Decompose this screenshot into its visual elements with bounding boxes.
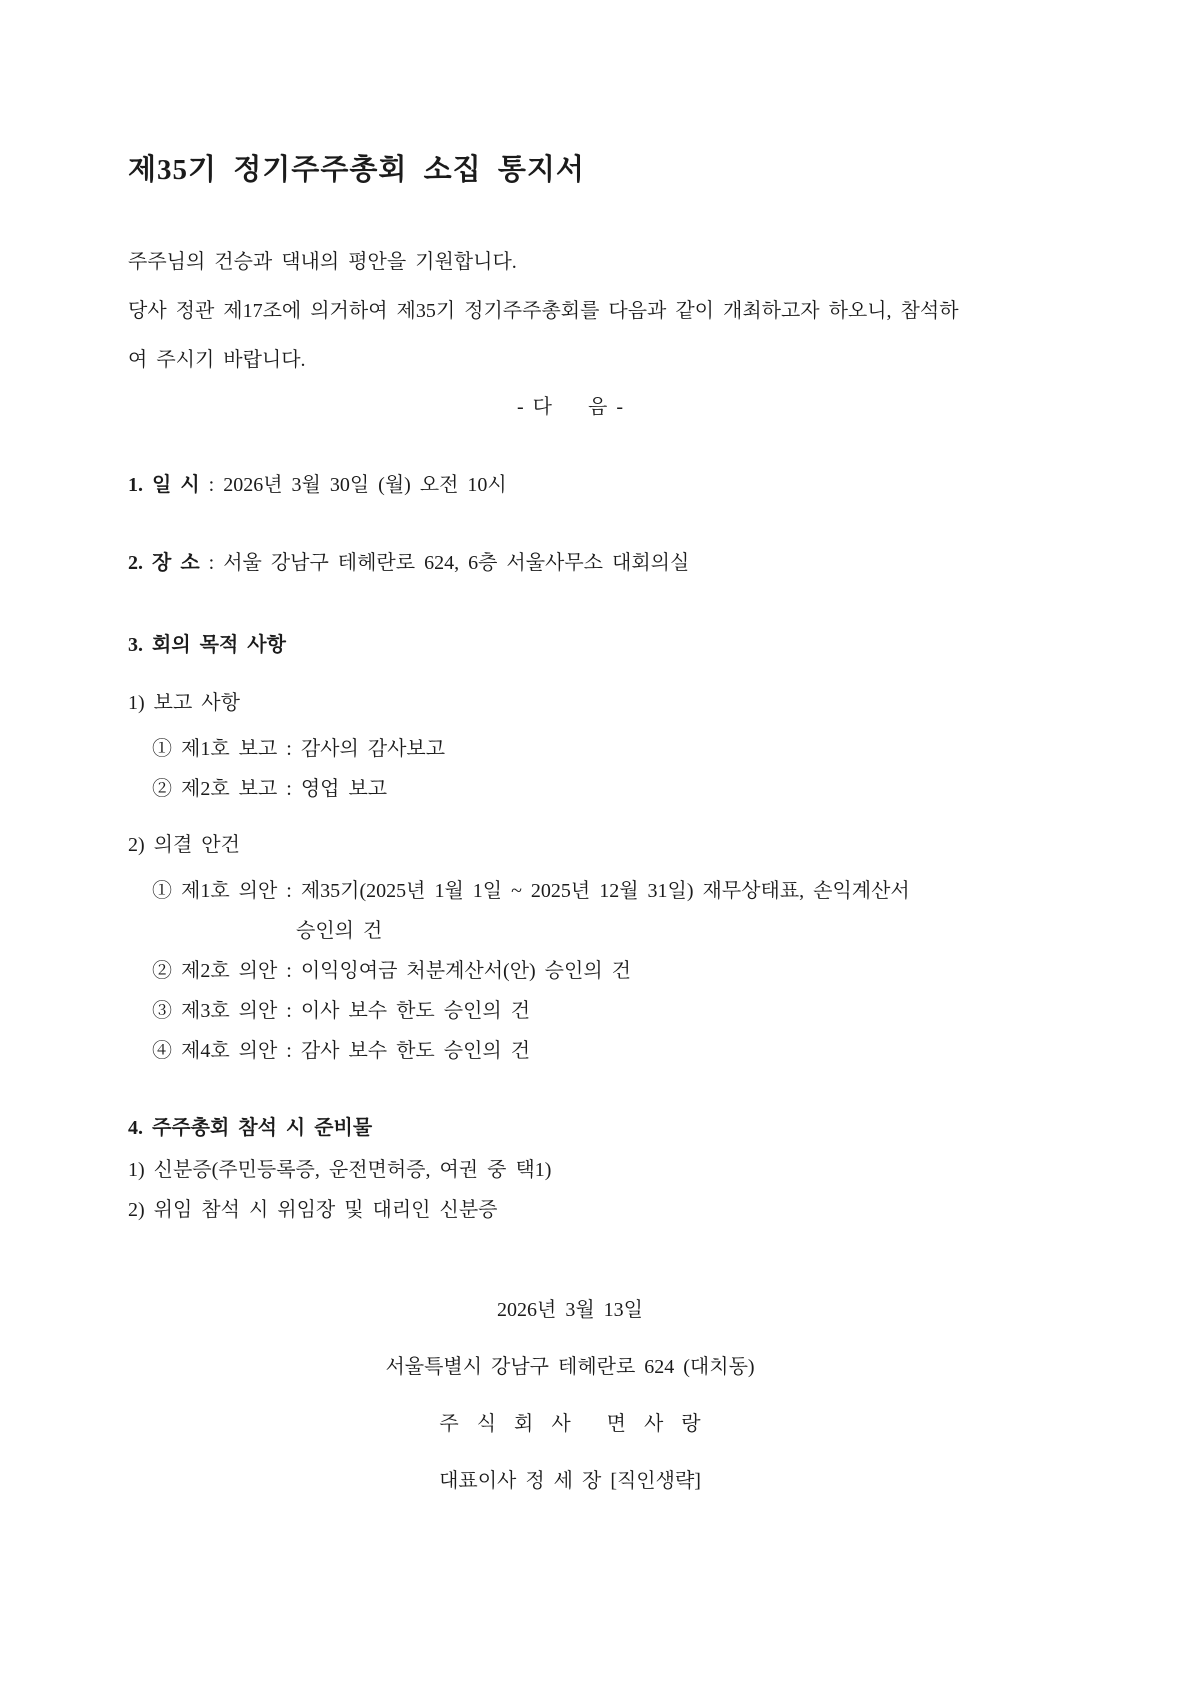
company-name: 주 식 회 사 면 사 랑 <box>439 1413 701 1435</box>
item-value: : 2026년 3월 30일 (월) 오전 10시 <box>208 474 507 496</box>
resolution-item-continuation: 승인의 건 <box>296 920 383 942</box>
ceo-signature: 대표이사 정 세 장 [직인생략] <box>439 1470 701 1492</box>
resolution-item: ① 제1호 의안 : 제35기(2025년 1월 1일 ~ 2025년 12월 31일) 재무상태표, 손익계산서 <box>152 880 910 902</box>
report-item: ① 제1호 보고 : 감사의 감사보고 <box>152 738 446 760</box>
preparation-heading: 4. 주주총회 참석 시 준비물 <box>128 1117 373 1139</box>
notice-date: 2026년 3월 13일 <box>497 1299 643 1321</box>
greeting-line: 여 주시기 바랍니다. <box>128 349 306 371</box>
meeting-location <box>128 541 1012 585</box>
company-address: 서울특별시 강남구 테헤란로 624 (대치동) <box>385 1356 755 1378</box>
preparation-item: 1) 신분증(주민등록증, 운전면허증, 여권 중 택1) <box>128 1159 552 1181</box>
greeting-line: 당사 정관 제17조에 의거하여 제35기 정기주주총회를 다음과 같이 개최하고자 하오니, 참석하 <box>128 300 959 322</box>
resolution-subheading: 2) 의결 안건 <box>128 834 240 856</box>
item-label: 1. 일 시 <box>128 474 200 496</box>
greeting-line: 주주님의 건승과 댁내의 평안을 기원합니다. <box>128 251 517 273</box>
document-title: 제35기 정기주주총회 소집 통지서 <box>128 154 585 186</box>
item-label: 2. 장 소 <box>128 552 200 574</box>
greeting-paragraph <box>128 238 1012 385</box>
item-value: : 서울 강남구 테헤란로 624, 6층 서울사무소 대회의실 <box>208 552 690 574</box>
agenda-heading: 3. 회의 목적 사항 <box>128 634 286 656</box>
resolution-item: ② 제2호 의안 : 이익잉여금 처분계산서(안) 승인의 건 <box>152 960 631 982</box>
resolution-item: ③ 제3호 의안 : 이사 보수 한도 승인의 건 <box>152 1000 531 1022</box>
report-item: ② 제2호 보고 : 영업 보고 <box>152 778 388 800</box>
section-divider: - 다 음 - <box>517 396 623 418</box>
resolution-item: ④ 제4호 의안 : 감사 보수 한도 승인의 건 <box>152 1040 531 1062</box>
meeting-datetime <box>128 463 1012 507</box>
report-subheading: 1) 보고 사항 <box>128 692 240 714</box>
preparation-item: 2) 위임 참석 시 위임장 및 대리인 신분증 <box>128 1199 498 1221</box>
closing-block <box>128 1288 1012 1503</box>
